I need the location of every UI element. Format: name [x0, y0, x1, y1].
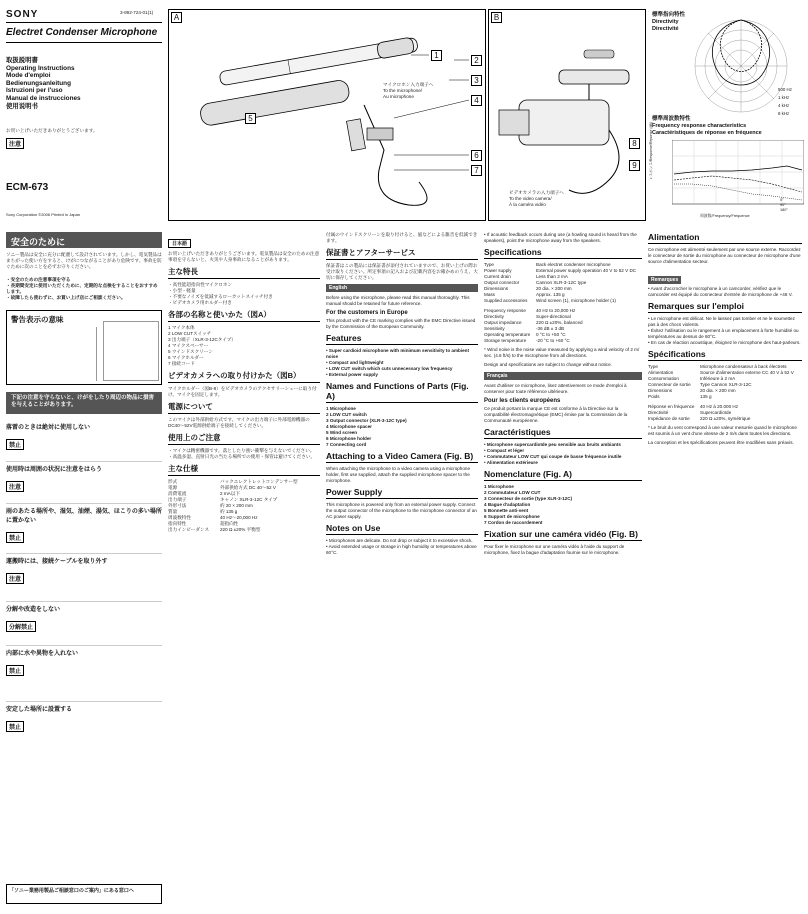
- spec-value: Source d'alimentation externe CC 40 V à 52 V: [700, 370, 794, 375]
- ce-heading-en: For the customers in Europe: [326, 310, 408, 316]
- spec-key: 外形寸法: [168, 503, 187, 508]
- callout-8: 8: [629, 138, 640, 149]
- spec-key: Directivity: [484, 314, 504, 319]
- power-heading-en: Power Supply: [326, 487, 478, 499]
- callout-2: 2: [471, 55, 482, 66]
- spec-value: 2 mA以下: [220, 491, 240, 496]
- jp-lang-tag: 日本語: [168, 239, 191, 248]
- safety-bullet-0: ・安全のための注意事項を守る: [6, 277, 71, 282]
- notes-heading-jp: 使用上のご注意: [168, 432, 320, 445]
- remarques-heading-fr: Remarques sur l'emploi: [648, 301, 802, 313]
- callout-6: 6: [471, 150, 482, 161]
- spec-key: Mass: [484, 292, 495, 297]
- lang-es: Manual de instrucciones: [6, 94, 81, 102]
- safety-item: [6, 602, 162, 646]
- jp-footer-box: [6, 884, 162, 904]
- spec-key: Réponse en fréquence: [648, 404, 695, 409]
- lang-fr: Mode d'emploi: [6, 72, 51, 80]
- spec-key: 指向特性: [168, 521, 187, 526]
- prohibit-icon: 禁止: [6, 439, 24, 450]
- polar-legend-2: 4 kHz: [778, 103, 790, 108]
- warning-legend-box: [6, 310, 162, 385]
- figure-a-drawing: [169, 10, 487, 222]
- spec-key: Supplied accessories: [484, 298, 528, 303]
- parts-heading-jp: 各部の名称と使いかた（図A）: [168, 309, 320, 322]
- spec-key: Poids: [648, 394, 660, 399]
- figure-b: [488, 9, 646, 221]
- safety-bullets: [6, 277, 162, 301]
- freq-xlabel: 周波数/Frequency/Fréquence: [700, 214, 750, 218]
- safety-item-title: 運搬時には、接続ケーブルを取り外す: [6, 559, 108, 565]
- polar-legend-1: 1 kHz: [778, 95, 790, 100]
- lang-ja: 取扱説明書: [6, 57, 38, 64]
- safety-bullet-2: ・故障したら使わずに、お買い上げ店にご相談ください。: [6, 295, 126, 300]
- product-title: Electret Condenser Microphone: [6, 27, 158, 38]
- spec-key: 出力端子: [168, 497, 187, 502]
- spec-value: Back electret condenser microphone: [536, 262, 611, 267]
- spec-key: Dimensions: [648, 388, 672, 393]
- safety-item-title: 雨のあたる場所や、湿気、油煙、湯気、ほこりの多い場所に置かない: [6, 509, 162, 524]
- parts-heading-en: Names and Functions of Parts (Fig. A): [326, 381, 478, 403]
- callout-7: 7: [471, 165, 482, 176]
- spec-value: バックエレクトレットコンデンサー型: [220, 479, 298, 484]
- spec-value: 40 Hz〜20,000 Hz: [220, 515, 258, 520]
- carac-heading-fr: Caractéristiques: [484, 427, 642, 439]
- safety-item-title: 内部に水や異物を入れない: [6, 651, 79, 657]
- fixation-heading-fr: Fixation sur une caméra vidéo (Fig. B): [484, 529, 642, 541]
- safety-items: [6, 420, 162, 758]
- callout-5: 5: [245, 113, 256, 124]
- callout-text-2: Au microphone: [383, 94, 414, 99]
- power-heading-jp: 電源について: [168, 401, 320, 414]
- freq-legend-2: 180°: [780, 208, 788, 212]
- caution-mark-label: 注意: [9, 142, 22, 148]
- spec-key: Alimentation: [648, 370, 674, 375]
- jp-intro: お買い上げいただきありがとうございます。: [6, 128, 98, 133]
- alimentation-heading-fr: Alimentation: [648, 232, 802, 244]
- freq-title-1: Frequency response characteristics: [652, 123, 747, 129]
- figure-a: [168, 9, 486, 221]
- figure-a-callout-text: [383, 82, 433, 100]
- spec-value: 40 Hz à 20.000 Hz: [700, 404, 739, 409]
- spec-key: 質量: [168, 509, 178, 514]
- spec-value: Wind screen (1), microphone holder (1): [536, 298, 616, 303]
- features-heading-en: Features: [326, 333, 478, 345]
- polar-legend-3: 8 kHz: [778, 111, 790, 116]
- brand-logo: SONY: [6, 9, 39, 20]
- callout-9: 9: [629, 160, 640, 171]
- polar-title-0: 標準指向特性: [652, 12, 686, 18]
- freq-ylabel: レスポンス/Response/Réponse (dB): [649, 121, 653, 180]
- notes-heading-en: Notes on Use: [326, 523, 478, 535]
- spec-key: Output impedance: [484, 320, 522, 325]
- spec-value: 135 g: [700, 394, 712, 399]
- lang-de: Bedienungsanleitung: [6, 79, 71, 87]
- part-item: 4 Bague d'adaptation: [484, 502, 531, 507]
- fr-column: Alimentation Ce microphone est alimenté seulement par une source externe. Raccordez le connecteur de sortie du microphone au connecteur de microphone d'une source d'alimentation secteur. Remarques • Avant d'accrocher le microphone à un camcorder, vérifiez que le camcorder est équipé du connecteur d'entrée de microphone de +48 V. Remarques sur l'emploi • Le microphone est délicat. Ne le laissez pas tomber et ne le soumettez pas à des chocs violents. • Évitez l'utilisation ou le rangement à un emplacement à forte humidité ou températures au dessus de 60°C. • En cas de réaction acoustique, éloignez le microphone des haut-parleurs. Spécifications Type Microphone condensateur à back électrets Alimentation Source d'alimentation externe CC 40 V à 52 V Consommation Inférieure à 2 mA Connecteur de sortie Type Cannon XLR-3-12C Dimensions 20 dia. × 200 mm Poids 135 g Réponse en fréquence 40 Hz à 20.000 Hz Directivité Supercardioïde Impédance de sortie 220 Ω ±20%, symétrique * Le bruit du vent correspond à une valeur mesurée quand le microphone est soumis à un vent d'une vitesse de 2 m/s dans toutes les directions. La conception et les spécifications peuvent être modifiées sans préavis.: [648, 232, 801, 445]
- callout-b-text-2: À la caméra vidéo: [509, 202, 546, 207]
- spec-value: 20 dia. × 200 mm: [536, 286, 572, 291]
- spec-key: 形式: [168, 479, 178, 484]
- english-tag: English: [326, 284, 478, 292]
- safety-item: [6, 702, 162, 758]
- part-item: 2 Commutateur LOW CUT: [484, 490, 541, 495]
- spec-value: Inférieure à 2 mA: [700, 376, 736, 381]
- safety-item: [6, 420, 162, 462]
- spec-value: 220 Ω ±20%, balanced: [536, 320, 583, 325]
- spec-key: Impédance de sortie: [648, 416, 690, 421]
- design-note: Design and specifications are subject to change without notice.: [484, 362, 612, 367]
- prohibit-icon: 禁止: [6, 721, 24, 732]
- figure-a-label: A: [171, 12, 182, 23]
- spec-value: -36 dB ± 3 dB: [536, 326, 565, 331]
- prohibit-icon: 禁止: [6, 532, 24, 543]
- freq-legend-0: 0°: [780, 198, 784, 202]
- caution-band: [6, 392, 162, 414]
- spec-key: Frequency response: [484, 308, 526, 313]
- spec-value: 外部供給方式 DC 40〜52 V: [220, 485, 276, 490]
- figure-b-callout-text: [509, 190, 564, 208]
- polar-legend: [778, 86, 792, 118]
- spec-key: Operating temperature: [484, 332, 531, 337]
- callout-text-0: マイクロホン入力端子へ: [383, 82, 434, 87]
- en-column-2: • If acoustic feedback occurs during use (a howling sound is heard from the speakers), point the microphone away from the speakers. Specifications Type Back electret condenser microphone Power supply External power supply operation 40 V to 52 V DC Current drain Less than 2 mA Output connector Cannon XLR-3-12C type Dimensions 20 dia. × 200 mm Mass Approx. 135 g Supplied accessories Wind screen (1), microphone holder (1) Frequency response 40 Hz to 20,000 Hz Directivity Super-directional Output impedance 220 Ω ±20%, balanced Sensitivity -36 dB ± 3 dB Operating temperature 0 °C to +50 °C Storage temperature -20 °C to +60 °C * Wind noise is the noise value measured by applying a wind velocity of 2 m/ sec. (4.6 ft/s) to the microphone from all directions. Design and specifications are subject to change without notice. Français Avant d'utiliser ce microphone, lisez attentivement ce mode d'emploi à conserver pour toute référence ultérieure. Pour les clients européens Ce produit portant la marque CE est conforme à la Directive sur la compatibilité électromagnétique (EMC) émise par la Commission de la Communauté européenne. Caractéristiques • Microphone supercardioïde peu sensible aux bruits ambiants • Compact et léger • Commutateur LOW CUT qui coupe de basse fréquence inutile • Alimentation extérieure Nomenclature (Fig. A) 1 Microphone 2 Commutateur LOW CUT 3 Connecteur de sortie (type XLR-3-12C) 4 Bague d'adaptation 5 Bonnette anti-vent 6 Support de microphone 7 Cordon de raccordement Fixation sur une caméra vidéo (Fig. B) Pour fixer le microphone sur une caméra vidéo à l'aide du support de microphone, fixez la bague d'adaptation fournie sur le microphone.: [484, 232, 642, 559]
- spec-value: 約 20 × 200 mm: [220, 503, 253, 508]
- parts-list-fr: [484, 484, 642, 526]
- lang-zh: 使用说明书: [6, 102, 38, 110]
- fr-spec-table: [648, 364, 802, 422]
- features-heading-jp: 主な特長: [168, 266, 320, 279]
- callout-b-text-0: ビデオカメラの入力端子へ: [509, 190, 564, 195]
- spec-key: Type: [484, 262, 494, 267]
- safety-item: [6, 462, 162, 504]
- language-list: [6, 57, 81, 110]
- parts-list-en: [326, 406, 478, 448]
- part-number: 3-992-724-01(1): [120, 10, 154, 15]
- jp-safety-column: [6, 232, 162, 908]
- part-item: 6 Microphone holder: [326, 436, 372, 441]
- prohibit-icon: 禁止: [6, 665, 24, 676]
- spec-value: 超指向性: [220, 521, 239, 526]
- spec-key: Output connector: [484, 280, 520, 285]
- ce-heading-fr: Pour les clients européens: [484, 398, 561, 404]
- part-item: 1 Microphone: [326, 406, 356, 411]
- spec-key: Current drain: [484, 274, 511, 279]
- spec-key: Connecteur de sortie: [648, 382, 691, 387]
- spec-value: 20 dia. × 200 mm: [700, 388, 736, 393]
- jp-spec-table: [168, 479, 320, 533]
- polar-title-2: Directivité: [652, 26, 679, 32]
- safety-bullet-1: ・長期間安定に使用いただくために、定期的な点検をすることをおすすめします。: [6, 283, 158, 294]
- part-item: 6 Support de microphone: [484, 514, 540, 519]
- lang-en: Operating Instructions: [6, 64, 75, 72]
- en-column-1: 付属のウインドスクリーンを取り付けると、風などによる雑音を低減できます。 保証書とアフターサービス 保証書はこの製品には保証書が添付されていますので、お買い上げの際お受け取りください。所定事項の記入および記載内容をお確かめのうえ、大切に保存してください。 English Before using the microphone, please read this manual thoroughly. This manual should be retained for future reference. For the customers in Europe This product with the CE marking complies with the EMC Directive issued by the Commission of the European Community. Features • Super cardioid microphone with minimum sensitivity to ambient noise • Compact and lightweight • LOW CUT switch which cuts unnecessary low frequency • External power supply Names and Functions of Parts (Fig. A) 1 Microphone 2 LOW CUT switch 3 Output connector (XLR-3-12C type) 4 Microphone spacer 5 Wind screen 6 Microphone holder 7 Connecting cord Attaching to a Video Camera (Fig. B) When attaching the microphone to a video camera using a microphone holder, first use supplied, attach the supplied microphone spacer to the microphone. Power Supply This microphone is powered only from an external power supply. Connect the output connector of the microphone to the microphone connector of an AC power supply. Notes on Use • Microphones are delicate. Do not drop or subject it to excessive shock. • Avoid extended usage or storage in high humidity or temperatures above 60°C.: [326, 232, 478, 555]
- callout-3: 3: [471, 75, 482, 86]
- part-item: 7 Cordon de raccordement: [484, 520, 543, 525]
- callout-text-1: To the microphone/: [383, 88, 423, 93]
- safety-text: ソニー製品は安全に充分に配慮して設計されています。しかし、電気製品はまちがった使い方をすると、けがにつながることがあり危険です。事故を防ぐために次のことを必ずお守りください。: [6, 252, 162, 269]
- caution-icon: 注意: [6, 481, 24, 492]
- spec-value: 40 Hz to 20,000 Hz: [536, 308, 576, 313]
- part-item: 4 Microphone spacer: [326, 424, 372, 429]
- freq-title-0: 標準周波数特性: [652, 116, 691, 122]
- figure-b-label: B: [491, 12, 502, 23]
- camera-heading-jp: ビデオカメラへの取り付けかた（図B）: [168, 370, 320, 383]
- spec-heading-fr: Spécifications: [648, 349, 802, 361]
- safety-item-title: 落雷のときは絶対に使用しない: [6, 425, 91, 431]
- spec-value: 0 °C to +50 °C: [536, 332, 566, 337]
- french-tag: Français: [484, 372, 642, 380]
- polar-title-1: Directivity: [652, 19, 679, 25]
- spec-value: Approx. 135 g: [536, 292, 565, 297]
- safety-item: [6, 646, 162, 702]
- caution-mark: [6, 138, 24, 149]
- spec-key: 出力インピーダンス: [168, 527, 210, 532]
- warning-legend-title: 警告表示の意味: [11, 315, 64, 324]
- spec-key: Dimensions: [484, 286, 508, 291]
- caution-icon: 注意: [6, 573, 24, 584]
- spec-value: External power supply operation 40 V to 52 V DC: [536, 268, 637, 273]
- spec-value: 220 Ω ±20%, symétrique: [700, 416, 751, 421]
- spec-key: 周波数特性: [168, 515, 191, 520]
- nomenclature-heading-fr: Nomenclature (Fig. A): [484, 469, 642, 481]
- lang-it: Istruzioni per l'uso: [6, 87, 63, 95]
- jp-main-column: 日本語 お買い上げいただきありがとうございます。電気製品は安全のための注意事項を守らないと、火災や人身事故になることがあります。 主な特長 ・高性能超指向性マイクロホン ・小型・軽量 ・不要なノイズを低減するローカットスイッチ付き ・ビデオカメラ用ホルダー付き 各部の名称と使いかた（図A） 1 マイク本体 2 LOW CUTスイッチ 3 出力端子（XLR-3-12Cタイプ） 4 マイクスペーサー 5 ウインドスクリーン 6 マイクホルダー 7 接続コード ビデオカメラへの取り付けかた（図B） マイクホルダー（図B-8）をビデオカメラのアクセサリーシューに取り付け、マイクを固定します。 電源について このマイクは外部供給方式です。マイクの出力端子に外部電源機器のDC40〜52V電源供給端子を接続してください。 使用上のご注意 ・マイクは精密機器です。落としたり強い衝撃を与えないでください。 ・高温多湿、直射日光の当たる場所での使用・保管は避けてください。 主な仕様 形式 バックエレクトレットコンデンサー型 電源 外部供給方式 DC 40〜52 V 消費電流 2 mA以下 出力端子 キャノン XLR-3-12C タイプ 外形寸法 約 20 × 200 mm 質量 約 135 g 周波数特性 40 Hz〜20,000 Hz 指向特性 超指向性 出力インピーダンス 220 Ω ±20% 平衡型: [168, 241, 320, 532]
- spec-key: Sensitivity: [484, 326, 505, 331]
- safety-item: [6, 504, 162, 554]
- model-number: ECM-673: [6, 182, 49, 193]
- part-item: 2 LOW CUT switch: [326, 412, 367, 417]
- spec-value: 220 Ω ±20% 平衡型: [220, 527, 261, 532]
- spec-heading-jp: 主な仕様: [168, 463, 320, 476]
- spec-key: Power supply: [484, 268, 512, 273]
- camera-heading-en: Attaching to a Video Camera (Fig. B): [326, 451, 478, 463]
- freq-title-2: Caractéristiques de réponse en fréquence: [652, 130, 762, 136]
- safety-item-title: 使用時は周囲の状況に注意をはらう: [6, 467, 103, 473]
- spec-value: Less than 2 mA: [536, 274, 568, 279]
- copyright: Sony Corporation ©2006 Printed in Japan: [6, 212, 81, 217]
- freq-legend-1: 90°: [780, 203, 786, 207]
- spec-value: -20 °C to +60 °C: [536, 338, 570, 343]
- caution-band-text: 下記の注意を守らないと、けがをしたり周辺の物品に損害を与えることがあります。: [11, 395, 155, 408]
- callout-b-text-1: To the video camera/: [509, 196, 552, 201]
- warranty-heading: 保証書とアフターサービス: [326, 247, 478, 260]
- spec-value: キャノン XLR-3-12C タイプ: [220, 497, 278, 502]
- safety-item-title: 安定した場所に設置する: [6, 707, 73, 713]
- part-item: 5 Wind screen: [326, 430, 358, 435]
- jp-footer-note: 「ソニー業務用製品ご相談窓口のご案内」にある窓口へ: [9, 888, 134, 894]
- spec-value: 約 135 g: [220, 509, 238, 514]
- callout-1: 1: [431, 50, 442, 61]
- safety-item: [6, 554, 162, 602]
- spec-key: Consommation: [648, 376, 679, 381]
- part-item: 1 Microphone: [484, 484, 514, 489]
- callout-4: 4: [471, 95, 482, 106]
- en-spec-table: [484, 262, 642, 344]
- part-item: 3 Output connector (XLR-3-12C type): [326, 418, 407, 423]
- freq-title: [652, 116, 762, 137]
- spec-key: 消費電流: [168, 491, 187, 496]
- safety-item-title: 分解や改造をしない: [6, 607, 61, 613]
- polar-legend-0: 500 Hz: [778, 87, 792, 92]
- spec-value: Type Cannon XLR-3-12C: [700, 382, 752, 387]
- spec-value: Super-directional: [536, 314, 571, 319]
- spec-key: Storage temperature: [484, 338, 527, 343]
- spec-value: Supercardioïde: [700, 410, 732, 415]
- freq-legend: [780, 198, 788, 213]
- spec-heading-en: Specifications: [484, 247, 642, 259]
- spec-value: Microphone condensateur à back électrets: [700, 364, 787, 369]
- spec-key: 電源: [168, 485, 178, 490]
- spec-value: Cannon XLR-3-12C type: [536, 280, 587, 285]
- no-disassembly-icon: 分解禁止: [6, 621, 36, 632]
- spec-key: Directivité: [648, 410, 669, 415]
- spec-key: Type: [648, 364, 658, 369]
- part-item: 7 Connecting cord: [326, 442, 367, 447]
- safety-band: 安全のために: [6, 232, 162, 248]
- part-item: 3 Connecteur de sortie (type XLR-3-12C): [484, 496, 573, 501]
- part-item: 5 Bonnette anti-vent: [484, 508, 529, 513]
